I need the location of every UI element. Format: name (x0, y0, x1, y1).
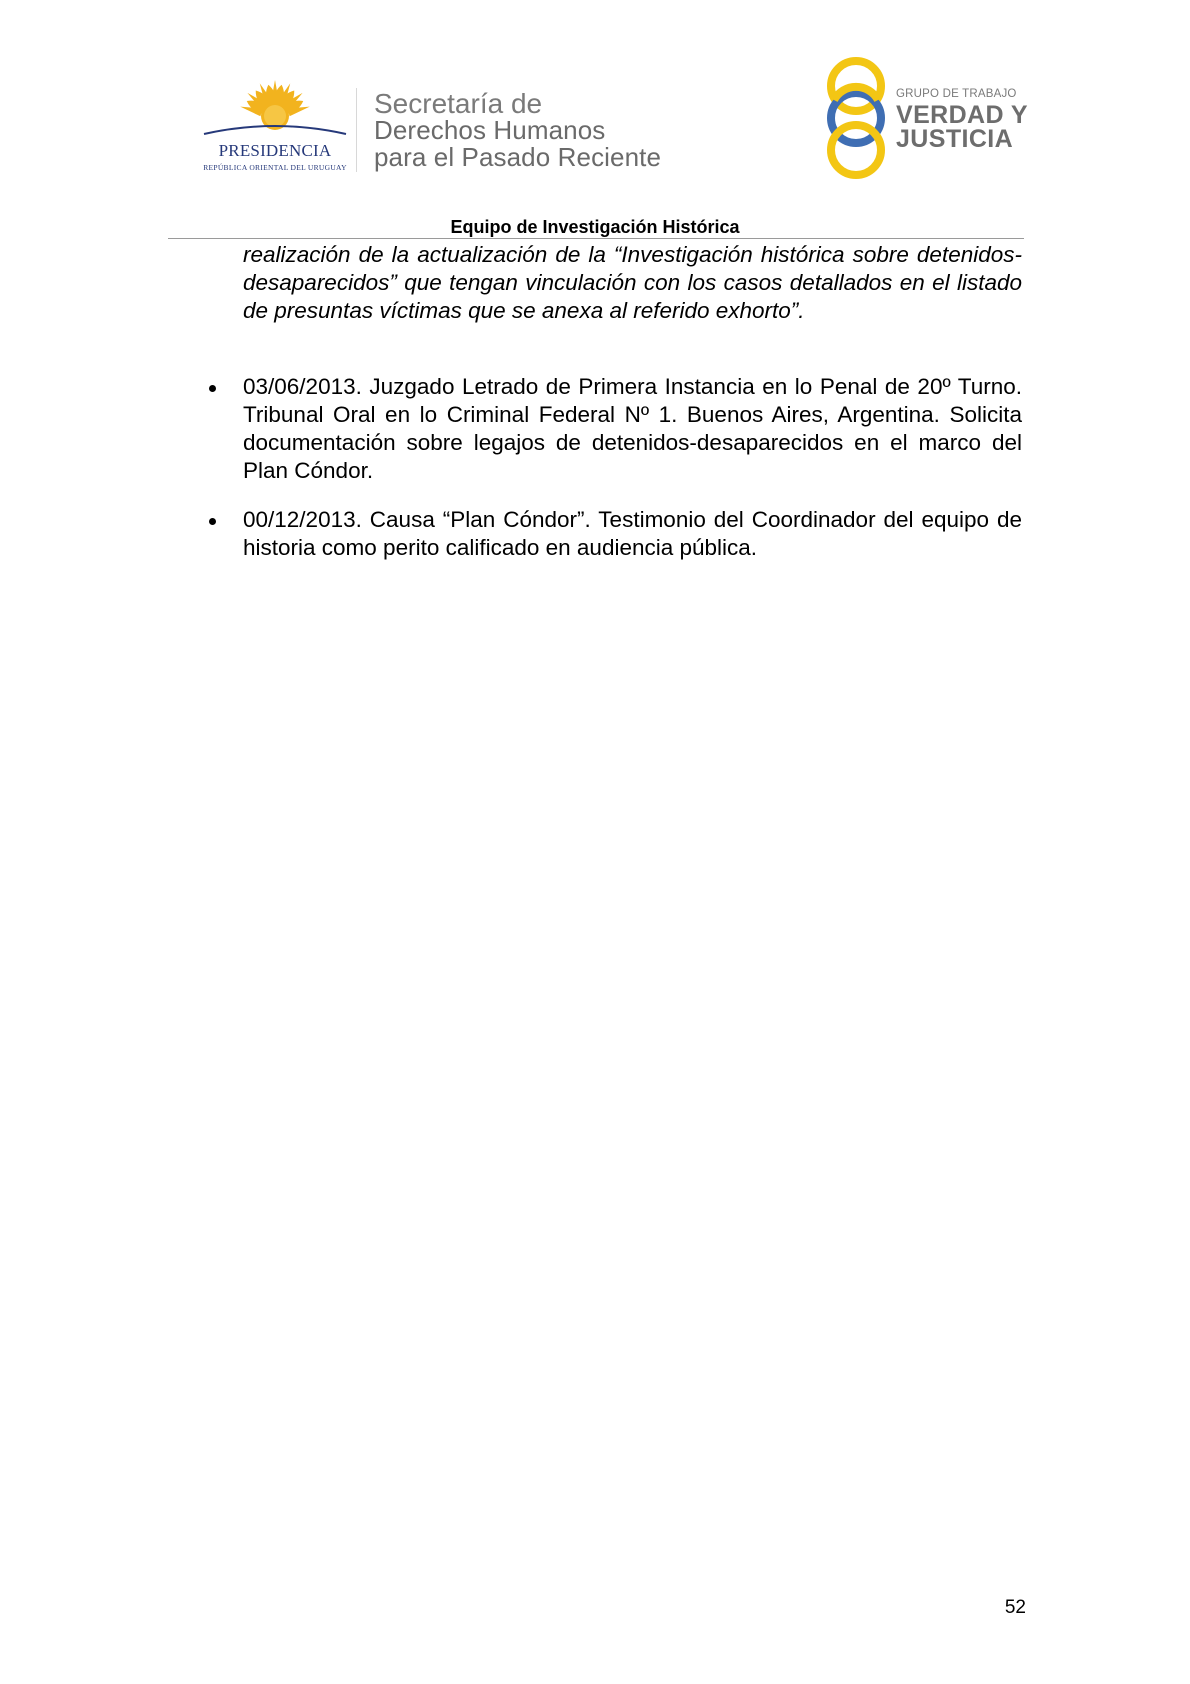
verdad-y-label: VERDAD Y (896, 101, 1028, 129)
secretaria-line-1: Secretaría de (374, 88, 543, 119)
list-item-text: 00/12/2013. Causa “Plan Cóndor”. Testimonio del Coordinador del equipo de historia como perito calificado en audiencia pública. (243, 507, 1022, 560)
verdad-y-justicia-logo (820, 56, 1030, 180)
bullet-icon (209, 385, 216, 392)
justicia-label: JUSTICIA (896, 125, 1014, 153)
page-number: 52 (1004, 1597, 1026, 1618)
interlocked-rings-icon (820, 56, 896, 180)
secretaria-line-3: para el Pasado Reciente (374, 142, 662, 172)
grupo-de-trabajo-label: GRUPO DE TRABAJO (896, 88, 1017, 100)
list-item-text: 03/06/2013. Juzgado Letrado de Primera Instancia en lo Penal de 20º Turno. Tribunal Oral en lo Criminal Federal Nº 1. Buenos Aires, Argentina. Solicita documentación sobre legajos de detenidos-desaparecidos en el marco del Plan Cóndor. (243, 374, 1022, 483)
presidencia-subtitle: REPÚBLICA ORIENTAL DEL URUGUAY (203, 163, 347, 172)
list-item (243, 373, 1022, 485)
list-item (243, 506, 1022, 562)
header-divider (356, 88, 357, 172)
secretaria-line-2: Derechos Humanos (374, 115, 606, 145)
header-rule (168, 238, 1024, 239)
secretaria-wordmark (374, 90, 661, 171)
section-title: Equipo de Investigación Histórica (450, 217, 740, 237)
continuation-paragraph: realización de la actualización de la “Investigación histórica sobre detenidos- desaparecidos” que tengan vinculación con los casos detallados en el listado de presuntas víctimas que se anexa al referido exhorto”. (243, 242, 1022, 323)
sun-emblem-icon (196, 78, 354, 148)
bullet-icon (209, 518, 216, 525)
presidencia-logo (196, 78, 354, 178)
presidencia-name: PRESIDENCIA (218, 141, 332, 160)
